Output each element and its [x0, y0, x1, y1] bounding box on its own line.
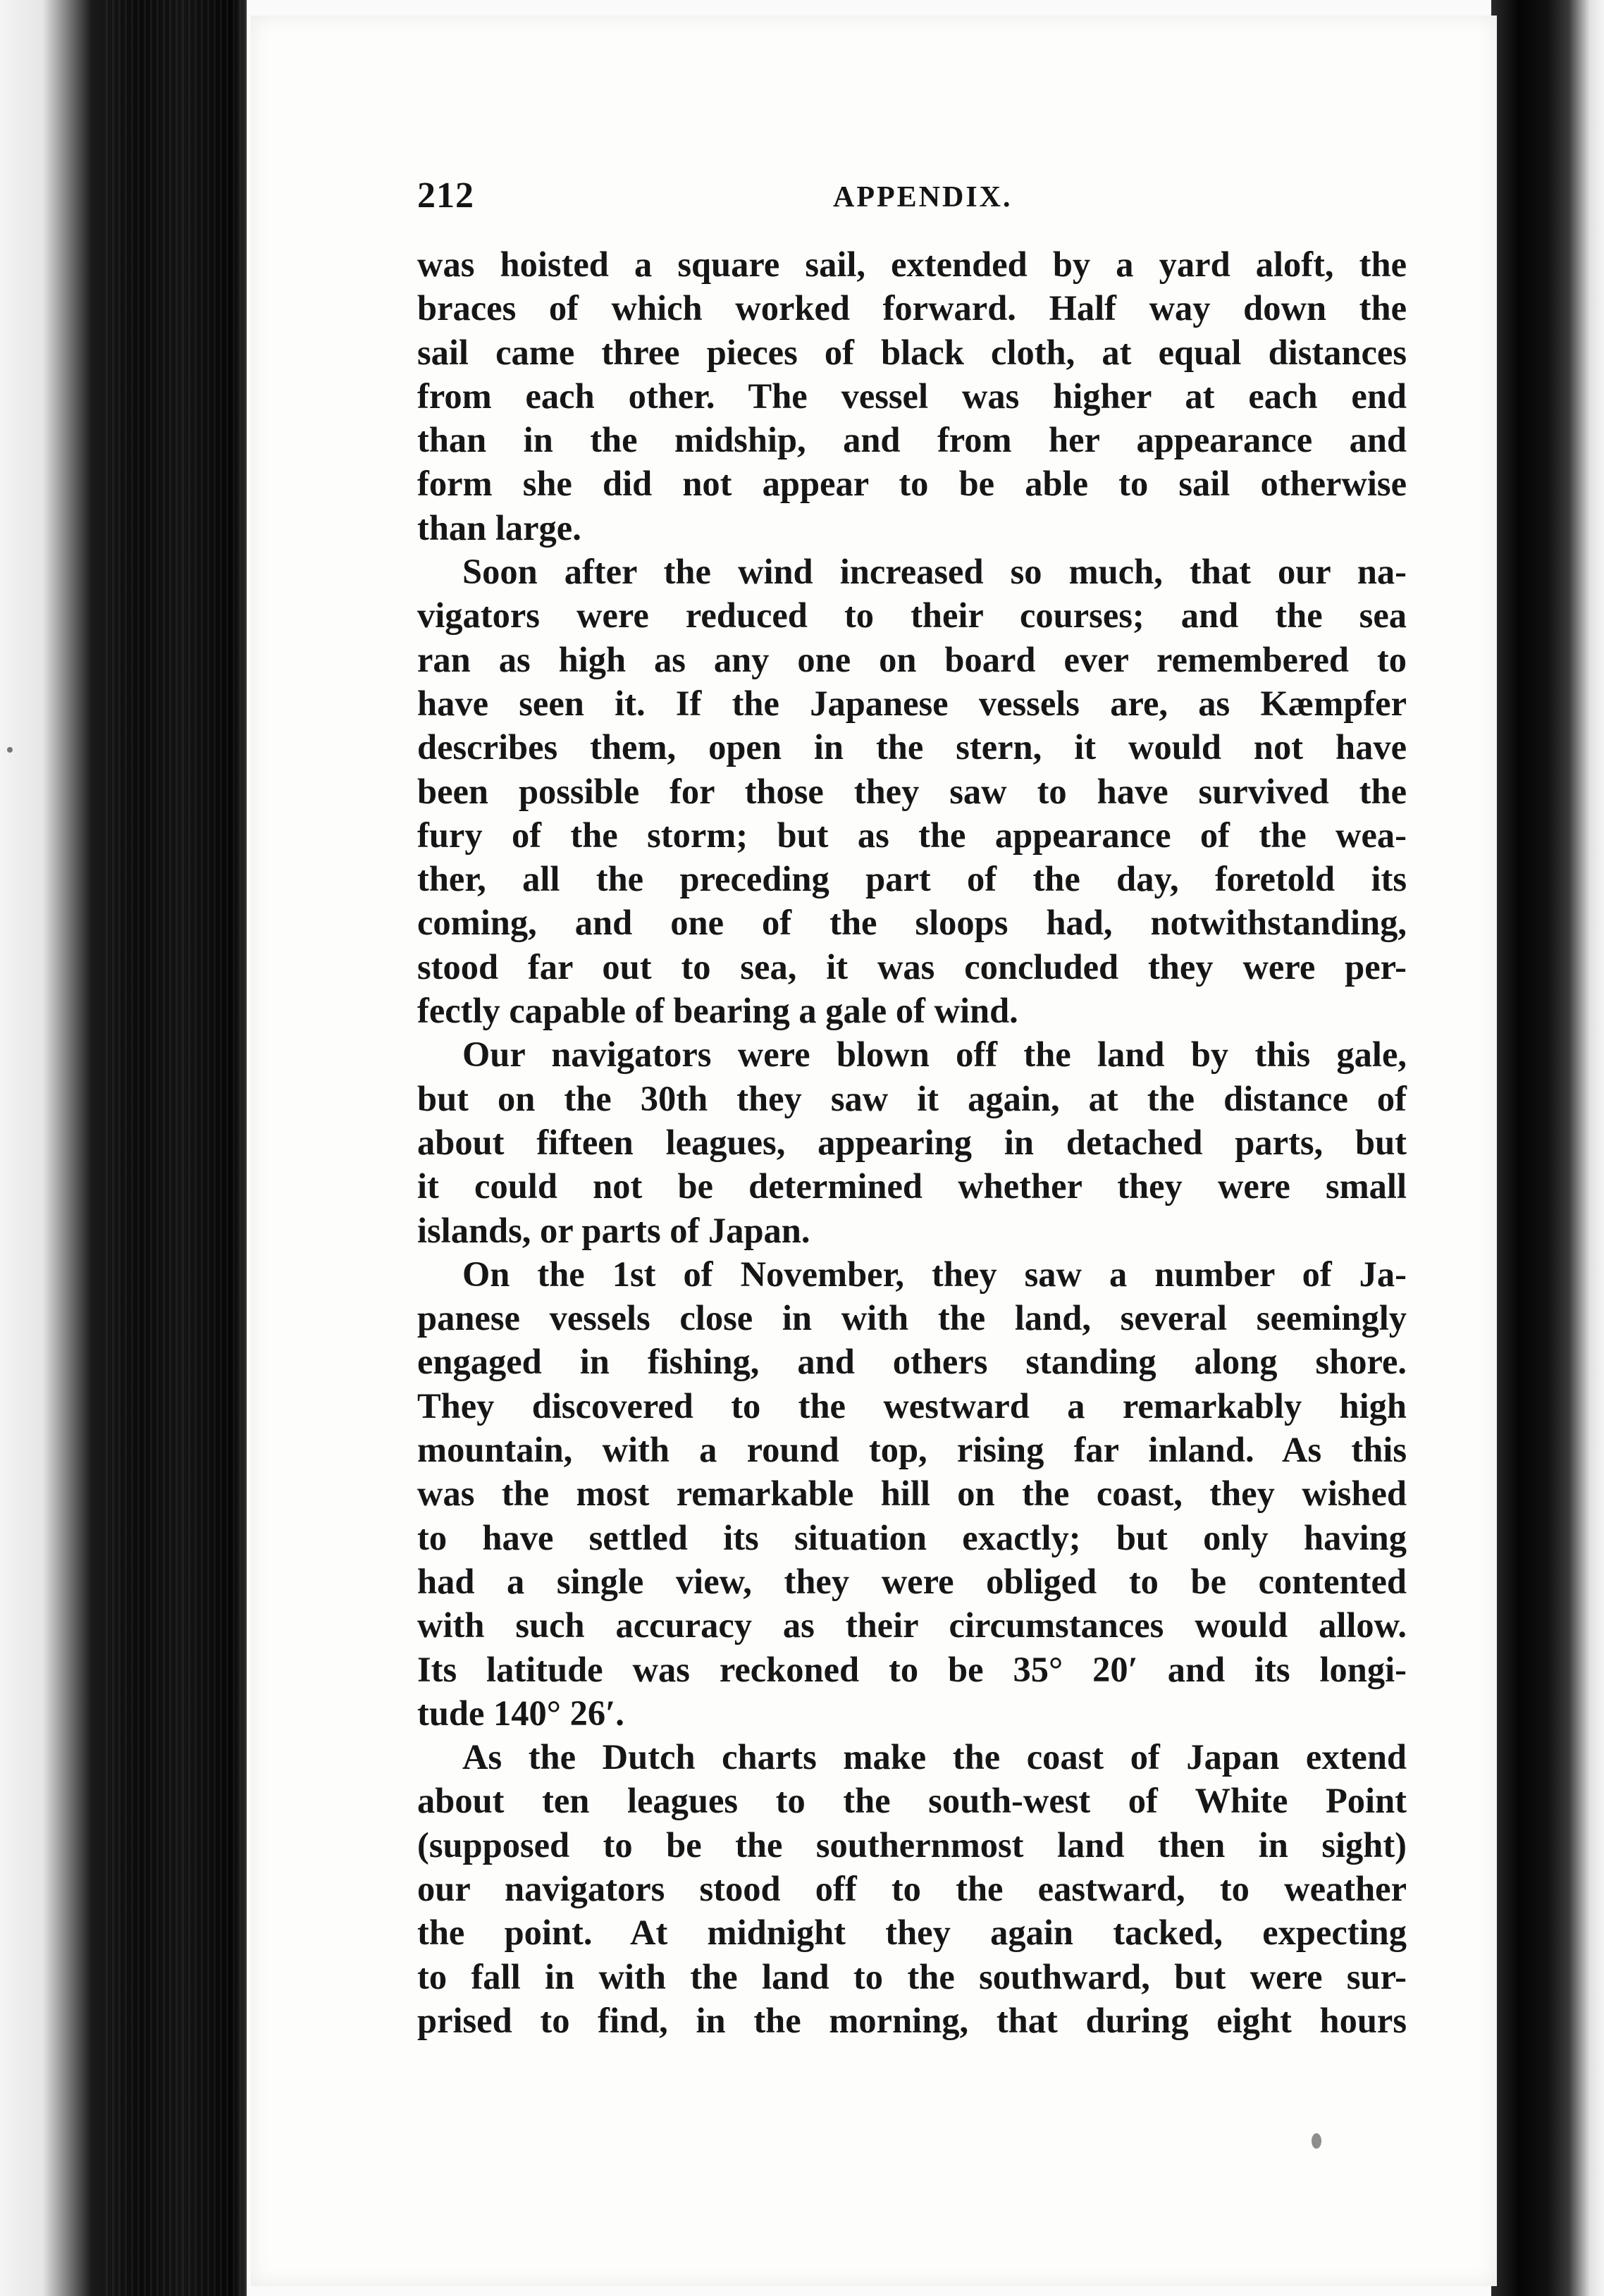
text-line: vigators were reduced to their courses; and the sea	[417, 595, 1407, 636]
text-line: to fall in with the land to the southward, but were sur-	[417, 1956, 1407, 1996]
binding-texture	[106, 0, 247, 2296]
text-line: it could not be determined whether they were small	[417, 1166, 1407, 1206]
text-line: form she did not appear to be able to sail otherwise	[417, 464, 1407, 504]
page	[251, 16, 1497, 2286]
text-line: was hoisted a square sail, extended by a yard aloft, the	[417, 245, 1407, 284]
text-line: had a single view, they were obliged to be contented	[417, 1561, 1407, 1601]
text-line: islands, or parts of Japan.	[417, 1210, 810, 1250]
book-binding-right	[1491, 0, 1604, 2296]
text-line: but on the 30th they saw it again, at the distance of	[417, 1078, 1407, 1118]
text-line: fectly capable of bearing a gale of wind.	[417, 991, 1018, 1031]
text-line: On the 1st of November, they saw a number of Ja-	[462, 1254, 1407, 1294]
text-line: from each other. The vessel was higher at each end	[417, 376, 1407, 416]
text-line: prised to find, in the morning, that during eight hours	[417, 2000, 1407, 2040]
text-line: (supposed to be the southernmost land then in sight)	[417, 1825, 1407, 1865]
text-line: describes them, open in the stern, it would not have	[417, 727, 1407, 767]
text-line: Soon after the wind increased so much, that our na-	[462, 552, 1407, 592]
text-line: As the Dutch charts make the coast of Japan extend	[462, 1737, 1407, 1777]
ink-smudge	[1312, 2133, 1321, 2149]
text-line: sail came three pieces of black cloth, at equal distances	[417, 332, 1407, 372]
text-line: tude 140° 26′.	[417, 1693, 624, 1733]
text-line: about fifteen leagues, appearing in detached parts, but	[417, 1122, 1407, 1162]
text-line: ran as high as any one on board ever remembered to	[417, 639, 1407, 679]
text-line: Our navigators were blown off the land by this gale,	[462, 1035, 1407, 1075]
text-line: braces of which worked forward. Half way down the	[417, 288, 1407, 328]
text-line: ther, all the preceding part of the day, foretold its	[417, 859, 1407, 899]
text-line: stood far out to sea, it was concluded they were per-	[417, 946, 1407, 987]
text-line: coming, and one of the sloops had, notwithstanding,	[417, 903, 1407, 943]
running-title: APPENDIX.	[833, 181, 1013, 214]
text-line: to have settled its situation exactly; but only having	[417, 1517, 1407, 1557]
text-line: than large.	[417, 507, 581, 548]
text-line: been possible for those they saw to have survived the	[417, 771, 1407, 811]
scan-speck	[7, 747, 13, 753]
page-number: 212	[417, 175, 474, 216]
text-line: have seen it. If the Japanese vessels are, as Kæmpfer	[417, 683, 1407, 723]
text-line: engaged in fishing, and others standing along shore.	[417, 1342, 1407, 1382]
text-line: our navigators stood off to the eastward, to weather	[417, 1868, 1407, 1908]
text-line: was the most remarkable hill on the coast, they wished	[417, 1474, 1407, 1514]
text-line: than in the midship, and from her appearance and	[417, 420, 1407, 460]
text-line: with such accuracy as their circumstances would allow.	[417, 1605, 1407, 1646]
text-line: Its latitude was reckoned to be 35° 20′ and its longi-	[417, 1649, 1407, 1689]
text-line: They discovered to the westward a remarkably high	[417, 1385, 1407, 1426]
text-line: the point. At midnight they again tacked, expecting	[417, 1913, 1407, 1953]
text-line: mountain, with a round top, rising far inland. As this	[417, 1430, 1407, 1470]
text-line: fury of the storm; but as the appearance of the wea-	[417, 815, 1407, 855]
text-line: about ten leagues to the south-west of White Point	[417, 1781, 1407, 1821]
body-text	[417, 242, 1407, 2042]
text-line: panese vessels close in with the land, several seemingly	[417, 1298, 1407, 1338]
running-head	[417, 175, 1446, 231]
